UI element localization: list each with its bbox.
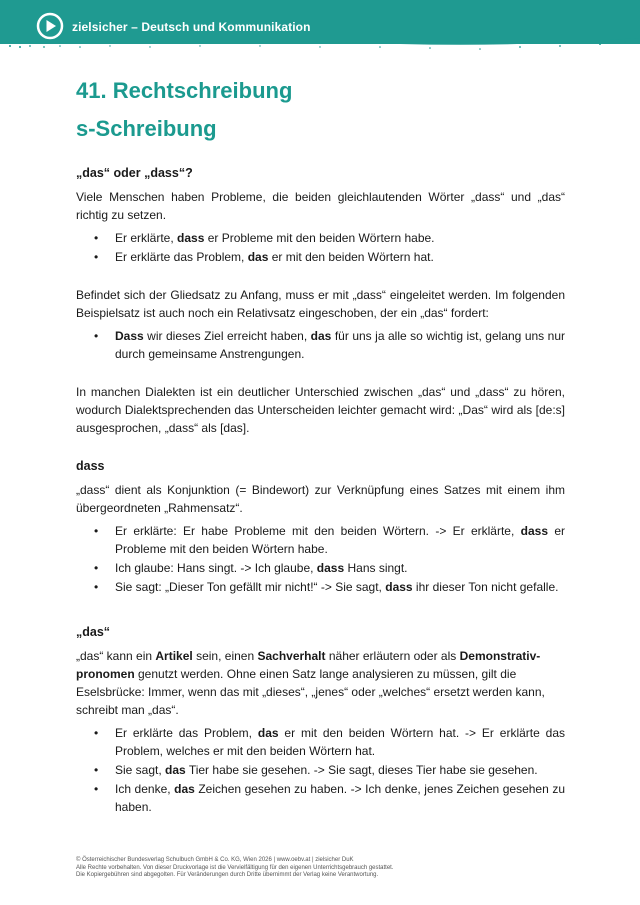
list-item: • Er erklärte: Er habe Probleme mit den beiden Wörtern. -> Er erklärte, dass er Probleme mit den beiden Wörtern habe. [94, 524, 565, 556]
footer-line: © Österreichischer Bundesverlag Schulbuch GmbH & Co. KG, Wien 2026 | www.oebv.at | zielsicher DuK [76, 857, 354, 863]
list-item: • Ich denke, das Zeichen gesehen zu haben. -> Ich denke, jenes Zeichen gesehen zu haben. [94, 782, 565, 814]
page-title: 41. Rechtschreibung [76, 78, 293, 103]
list-item: • Dass wir dieses Ziel erreicht haben, das für uns ja alle so wichtig ist, gelang uns nur durch gemeinsame Anstrengungen. [94, 329, 565, 361]
worksheet-content [76, 74, 565, 816]
example-list [76, 229, 565, 266]
paragraph: Befindet sich der Gliedsatz zu Anfang, muss er mit „dass“ eingeleitet werden. Im folgenden Beispielsatz ist auch noch ein Relativsatz eingeschoben, der ein „das“ fordert: [76, 288, 565, 320]
example-list [76, 522, 565, 596]
section-heading-das: „das“ [76, 625, 111, 639]
paragraph: Viele Menschen haben Probleme, die beiden gleichlautenden Wörter „dass“ und „das“ richtig zu setzen. [76, 190, 565, 222]
list-item: • Er erklärte, dass er Probleme mit den beiden Wörtern habe. [94, 231, 435, 245]
header-title: zielsicher – Deutsch und Kommunikation [72, 20, 311, 34]
paragraph: „das“ kann ein Artikel sein, einen Sachverhalt näher erläutern oder als Demonstrativ-pronomen genutzt werden. Ohne einen Satz lange analysieren zu müssen, gilt die Eselsbrücke: Immer, wenn das mit „dieses“, „jenes“ oder „welches“ ersetzt werden kann, schreibt man „das“. [76, 649, 545, 717]
example-list [76, 327, 565, 363]
list-item: • Ich glaube: Hans singt. -> Ich glaube, dass Hans singt. [94, 561, 408, 575]
copyright-footer [76, 857, 576, 880]
paragraph: „dass“ dient als Konjunktion (= Bindewort) zur Verknüpfung eines Satzes mit einem ihm übergeordneten „Rahmensatz“. [76, 483, 565, 515]
footer-line: Die Kopiergebühren sind abgegolten. Für Veränderungen durch Dritte übernimmt der Verlag keine Verantwortung. [76, 872, 379, 878]
paragraph: In manchen Dialekten ist ein deutlicher Unterschied zwischen „das“ und „dass“ zu hören, wodurch Dialektsprechenden das Unterscheiden leichter gemacht wird: „Das“ wird als [de:s] ausgesprochen, „dass“ als [das]. [76, 385, 565, 435]
play-circle-icon [36, 12, 64, 40]
section-heading-dass: dass [76, 459, 105, 473]
section-heading-das-oder-dass: „das“ oder „dass“? [76, 166, 193, 180]
footer-line: Alle Rechte vorbehalten. Von dieser Druckvorlage ist die Vervielfältigung für den eigenen Unterrichtsgebrauch gestattet. [76, 864, 394, 871]
list-item: • Sie sagt: „Dieser Ton gefällt mir nicht!“ -> Sie sagt, dass ihr dieser Ton nicht gefalle. [94, 580, 559, 594]
example-list [76, 724, 565, 816]
list-item: • Sie sagt, das Tier habe sie gesehen. -> Sie sagt, dieses Tier habe sie gesehen. [94, 763, 538, 777]
list-item: • Er erklärte das Problem, das er mit den beiden Wörtern hat. [94, 250, 434, 264]
list-item: • Er erklärte das Problem, das er mit den beiden Wörtern hat. -> Er erklärte das Problem, welches er mit den beiden Wörtern hat. [94, 726, 565, 758]
page-subtitle: s-Schreibung [76, 116, 217, 141]
